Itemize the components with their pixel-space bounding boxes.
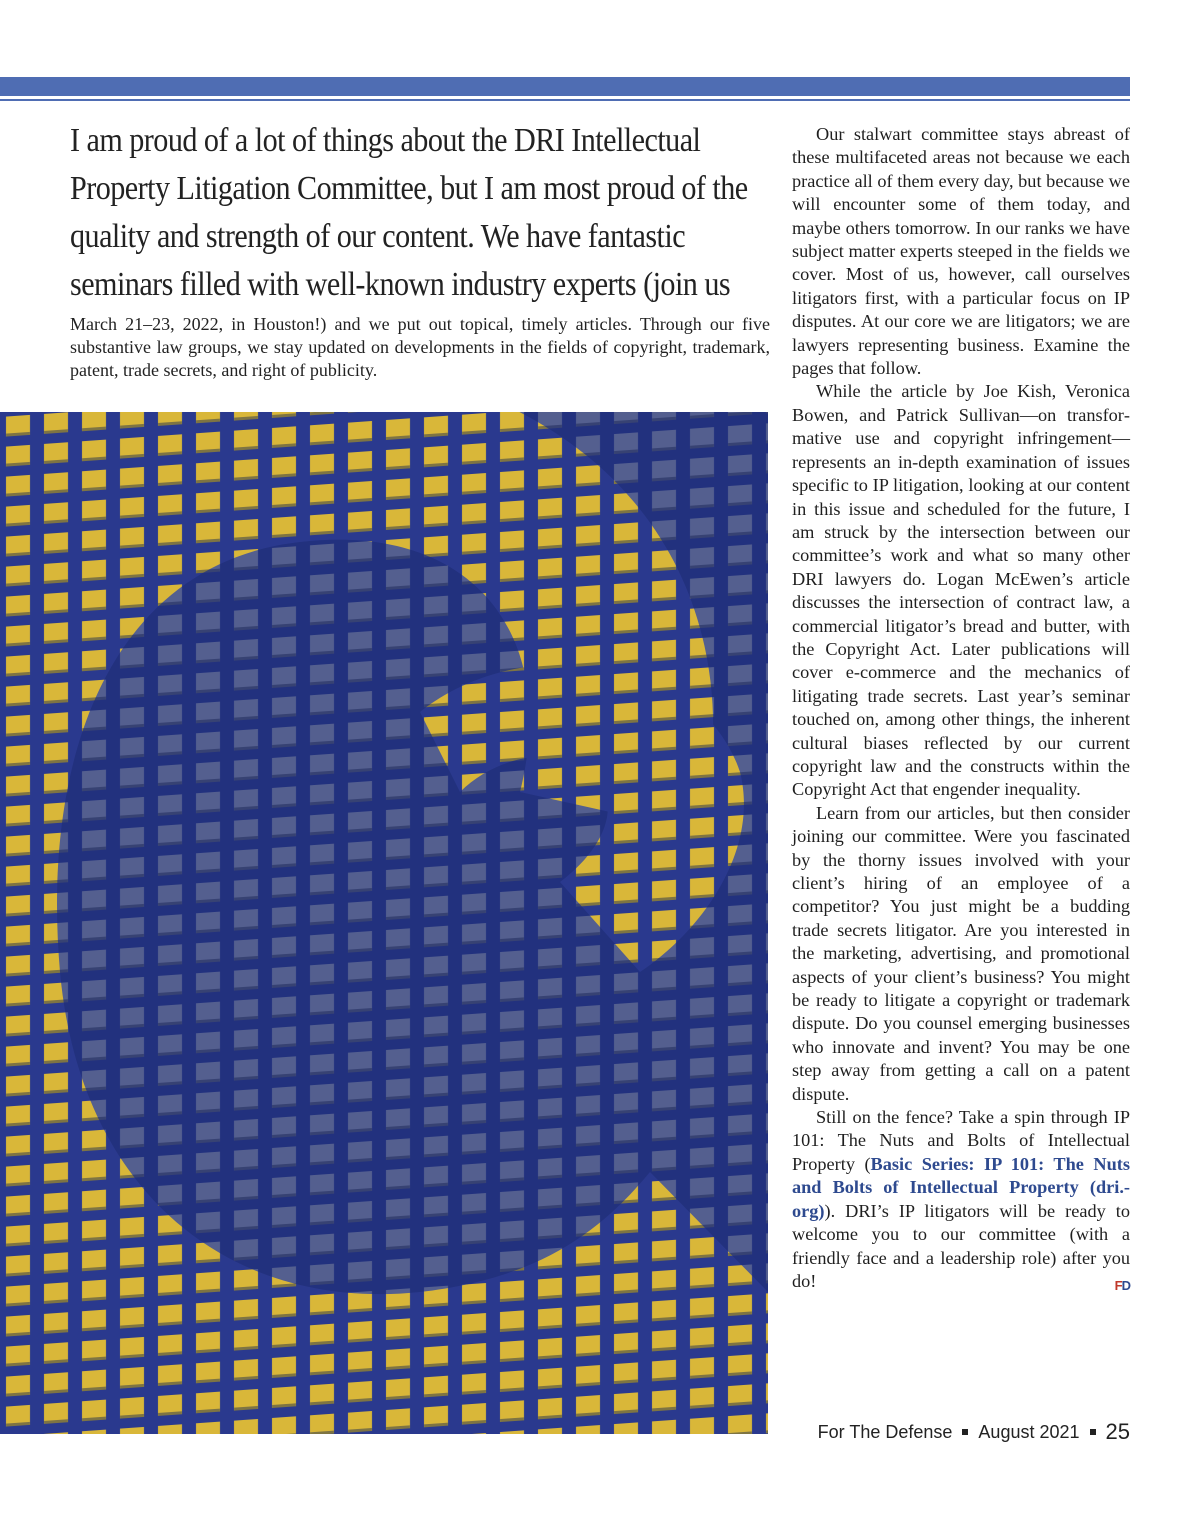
intro-small-text: March 21–23, 2022, in Houston!) and we put out topical, timely articles. Through our five substantive law groups, we stay updated on developments in the fields of copyright, trademark, patent, trade secrets, and right of publicity. xyxy=(70,314,770,380)
ip101-link[interactable]: Basic Series: IP 101: The Nuts and Bolts of Intellectual Property (dri.org) xyxy=(792,1153,1130,1221)
paragraph-4 xyxy=(792,1106,1130,1293)
copyright-symbol-keyboard-image xyxy=(0,412,768,1434)
paragraph-4-text-start: Still on the fence? Take a spin through IP 101: The Nuts and Bolts of Intellectual Property ( xyxy=(792,1107,1130,1174)
separator-square-icon xyxy=(962,1429,968,1435)
intro-large-text: I am proud of a lot of things about the DRI Intellectual Property Litigation Committee, but I am most proud of the quality and strength of our content. We have fantastic seminars filled with well-known industry experts (join us xyxy=(70,122,748,303)
body-column xyxy=(792,123,1130,1297)
intro-block xyxy=(70,117,770,382)
fd-end-mark-icon: FD xyxy=(1114,1277,1130,1293)
publication-name: For The Defense xyxy=(817,1421,953,1442)
header-color-bar xyxy=(0,77,1130,96)
page-footer xyxy=(818,1419,1130,1445)
issue-date: August 2021 xyxy=(978,1421,1080,1442)
separator-square-icon xyxy=(1090,1429,1096,1435)
page-number: 25 xyxy=(1105,1419,1130,1444)
paragraph-3: Learn from our articles, but then consider joining our committee. Were you fascinated by the thorny issues involved with your client’s hiring of an employee of a competitor? You just might be a budding trade secrets litigator. Are you interested in the marketing, advertising, and promotional aspects of your client’s business? You might be ready to litigate a copyright or trademark dispute. Do you counsel emerging businesses who innovate and invent? You may be one step away from getting a call on a patent dispute. xyxy=(792,802,1130,1104)
paragraph-4-text-end: ). DRI’s IP litigators will be ready to welcome you to our committee (with a friendly face and a leadership role) after you do! xyxy=(792,1200,1130,1291)
paragraph-2: While the article by Joe Kish, Veronica Bowen, and Patrick Sullivan—on transformative use and copyright infringement—represents an in-depth examination of issues specific to IP litigation, looking at our content in this issue and scheduled for the future, I am struck by the intersection between our committee’s work and what so many other DRI lawyers do. Logan McEwen’s article discusses the intersection of contract law, a commercial litigator’s bread and butter, with the Copyright Act. Later publications will cover e-commerce and the mechanics of litigating trade secrets. Last year’s seminar touched on, among other things, the inherent cultural biases reflected by our current copyright law and the constructs within the Copyright Act that engender inequality. xyxy=(792,381,1130,800)
header-rule xyxy=(0,99,1130,101)
paragraph-1: Our stalwart committee stays abreast of these multifaceted areas not because we each practice all of them every day, but because we will encounter some of them today, and maybe others tomorrow. In our ranks we have subject matter experts steeped in the fields we cover. Most of us, however, call ourselves litigators first, with a particular focus on IP disputes. At our core we are litigators; we are lawyers representing business. Examine the pages that follow. xyxy=(792,124,1130,379)
